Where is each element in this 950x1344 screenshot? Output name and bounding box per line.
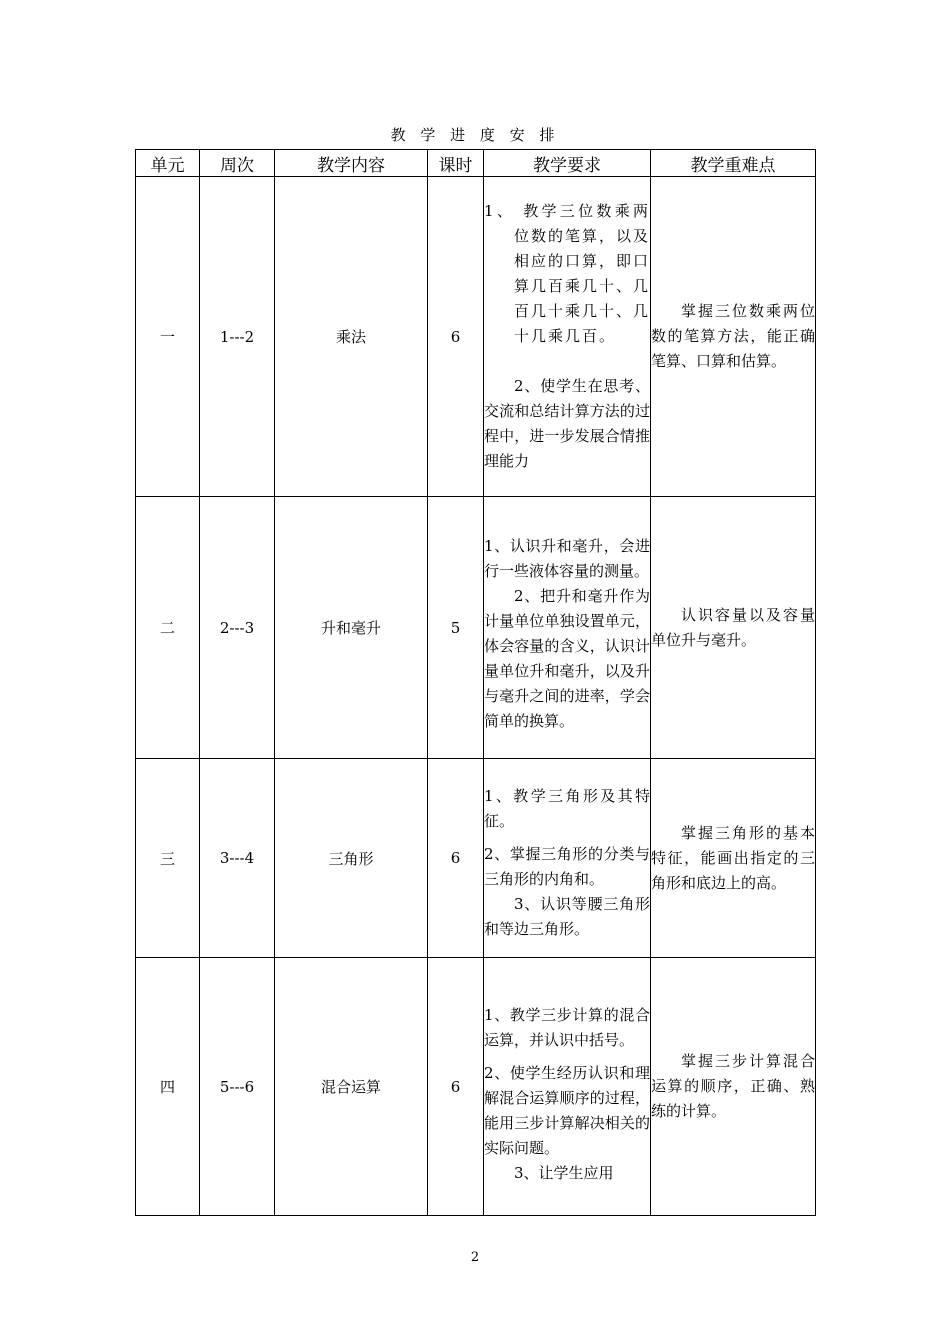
document-title: 教 学 进 度 安 排: [390, 126, 560, 144]
key-point-text: 掌握三位数乘两位数的笔算方法，能正确笔算、口算和估算。: [651, 302, 815, 370]
requirement-item: 2、使学生在思考、交流和总结计算方法的过程中，进一步发展合情推理能力: [484, 377, 650, 470]
key-points-cell: [651, 497, 816, 759]
unit-cell: 一: [136, 177, 200, 497]
unit-cell: 四: [136, 958, 200, 1216]
key-point-text: 掌握三步计算混合运算的顺序，正确、熟练的计算。: [651, 1052, 815, 1120]
requirement-item: 1、 教学三位数乘两位数的笔算，以及相应的口算，即口算几百乘几十、几百几十乘几十、几十几乘几百。: [484, 202, 651, 345]
requirement-item: 2、把升和毫升作为计量单位单独设置单元，体会容量的含义，认识计量单位升和毫升，以及升与毫升之间的进率，学会简单的换算。: [484, 586, 650, 730]
requirements-cell: [484, 497, 651, 759]
content-cell: 乘法: [275, 177, 428, 497]
header-week: 周次: [200, 150, 275, 177]
key-points-cell: [651, 759, 816, 958]
requirement-item: 2、掌握三角形的分类与三角形的内角和。: [484, 845, 650, 888]
hours-cell: 6: [428, 958, 484, 1216]
header-unit: 单元: [136, 150, 200, 177]
hours-cell: 6: [428, 177, 484, 497]
week-cell: 1---2: [200, 177, 275, 497]
key-points-cell: [651, 177, 816, 497]
key-point-text: 认识容量以及容量单位升与毫升。: [651, 605, 815, 649]
requirement-item: 3、让学生应用: [514, 1164, 614, 1182]
requirement-item: 2、使学生经历认识和理解混合运算顺序的过程，能用三步计算解决相关的实际问题。: [484, 1064, 650, 1157]
header-content: 教学内容: [275, 150, 428, 177]
unit-cell: 三: [136, 759, 200, 958]
requirement-item: 3、认识等腰三角形和等边三角形。: [484, 895, 650, 938]
table-row: [136, 177, 816, 497]
table-row: [136, 759, 816, 958]
content-cell: 混合运算: [275, 958, 428, 1216]
table-row: [136, 497, 816, 759]
page-number: 2: [470, 1250, 480, 1265]
key-point-text: 掌握三角形的基本特征，能画出指定的三角形和底边上的高。: [651, 823, 815, 892]
table-row: [136, 958, 816, 1216]
hours-cell: 5: [428, 497, 484, 759]
header-row: [136, 150, 816, 177]
header-hours: 课时: [428, 150, 484, 177]
week-cell: 3---4: [200, 759, 275, 958]
hours-cell: 6: [428, 759, 484, 958]
schedule-table: [135, 149, 816, 1216]
unit-cell: 二: [136, 497, 200, 759]
week-cell: 2---3: [200, 497, 275, 759]
content-cell: 三角形: [275, 759, 428, 958]
requirement-item: 1、教学三步计算的混合运算，并认识中括号。: [484, 1006, 650, 1049]
header-key-points: 教学重难点: [651, 150, 816, 177]
content-cell: 升和毫升: [275, 497, 428, 759]
requirement-item: 1、教学三角形及其特征。: [484, 787, 650, 830]
key-points-cell: [651, 958, 816, 1216]
requirements-cell: [484, 759, 651, 958]
header-requirements: 教学要求: [484, 150, 651, 177]
requirement-item: 1、认识升和毫升，会进行一些液体容量的测量。: [484, 536, 650, 580]
week-cell: 5---6: [200, 958, 275, 1216]
requirements-cell: [484, 958, 651, 1216]
requirements-cell: [484, 177, 651, 497]
